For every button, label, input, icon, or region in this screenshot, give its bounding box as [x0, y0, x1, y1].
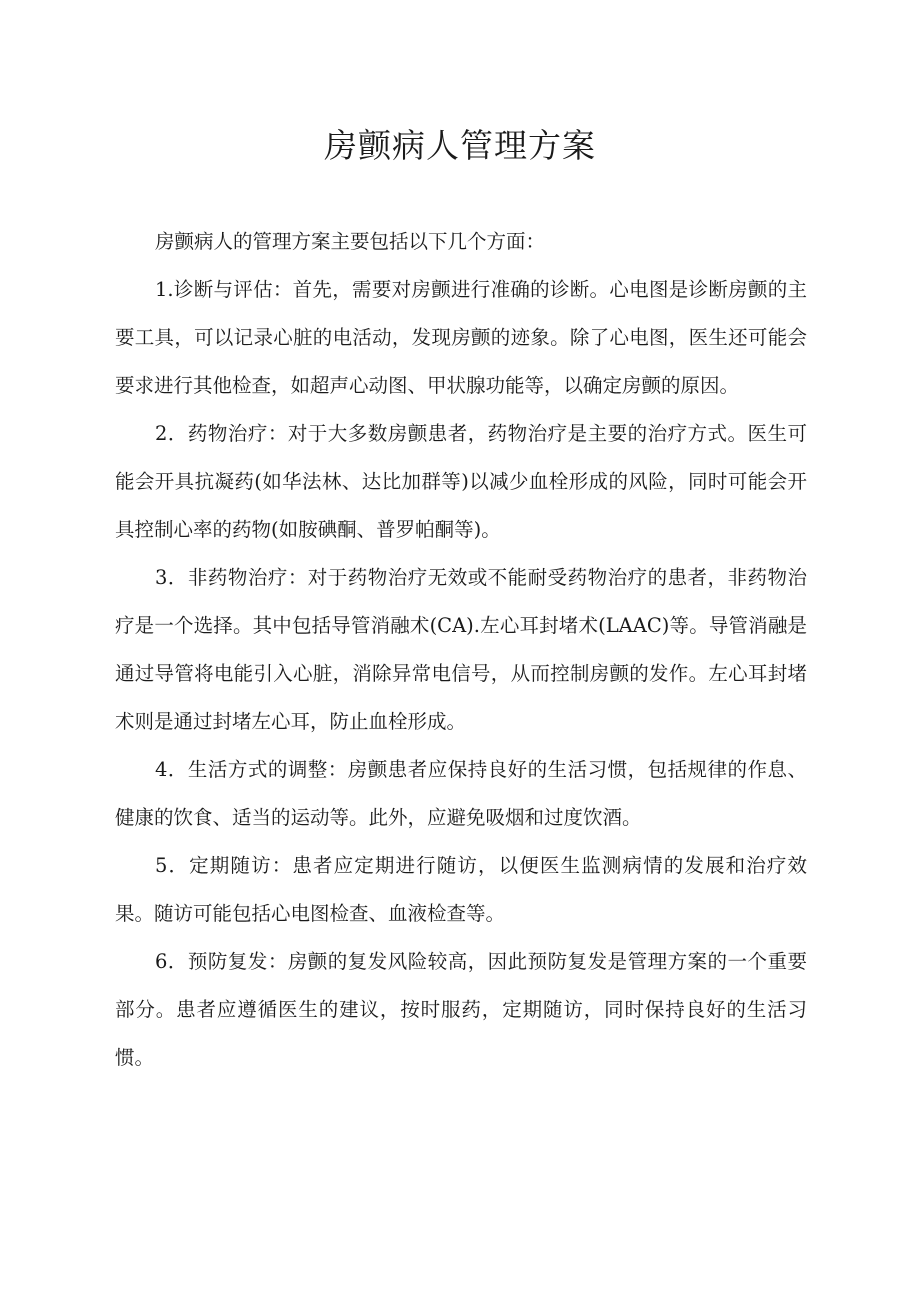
section-lifestyle-paragraph: 4．生活方式的调整：房颤患者应保持良好的生活习惯，包括规律的作息、健康的饮食、适当的运动等。此外，应避免吸烟和过度饮酒。 [115, 758, 807, 829]
section-diagnosis-paragraph: 1.诊断与评估：首先，需要对房颤进行准确的诊断。心电图是诊断房颤的主要工具，可以记录心脏的电活动，发现房颤的迹象。除了心电图，医生还可能会要求进行其他检查，如超声心动图、甲状腺功能等，以确定房颤的原因。 [115, 278, 807, 397]
section-non-drug-therapy-paragraph: 3．非药物治疗：对于药物治疗无效或不能耐受药物治疗的患者，非药物治疗是一个选择。其中包括导管消融术(CA).左心耳封堵术(LAAC)等。导管消融是通过导管将电能引入心脏，消除异常电信号，从而控制房颤的发作。左心耳封堵术则是通过封堵左心耳，防止血栓形成。 [115, 566, 807, 733]
section-prevention-paragraph: 6．预防复发：房颤的复发风险较高，因此预防复发是管理方案的一个重要部分。患者应遵循医生的建议，按时服药，定期随访，同时保持良好的生活习惯。 [115, 950, 807, 1069]
document-body [115, 218, 807, 1082]
section-drug-therapy-paragraph: 2．药物治疗：对于大多数房颤患者，药物治疗是主要的治疗方式。医生可能会开具抗凝药(如华法林、达比加群等)以减少血栓形成的风险，同时可能会开具控制心率的药物(如胺碘酮、普罗帕酮等)。 [115, 422, 807, 541]
section-follow-up-paragraph: 5．定期随访：患者应定期进行随访，以便医生监测病情的发展和治疗效果。随访可能包括心电图检查、血液检查等。 [115, 854, 807, 925]
intro-paragraph: 房颤病人的管理方案主要包括以下几个方面： [155, 230, 546, 253]
document-title: 房颤病人管理方案 [324, 126, 596, 165]
